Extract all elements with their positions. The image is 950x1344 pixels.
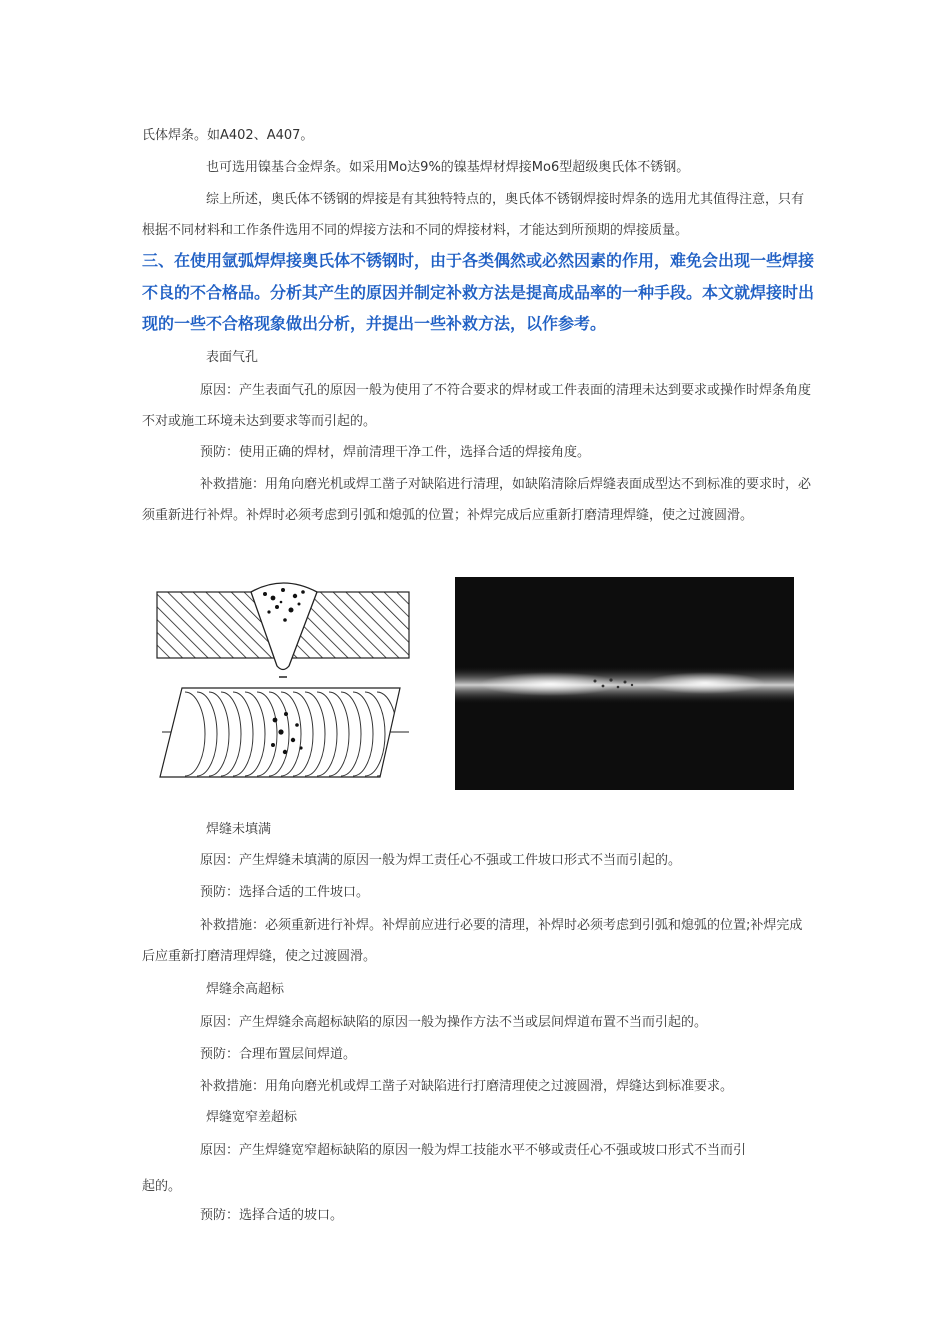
section-title-incomplete-fill: 焊缝未填满 bbox=[206, 822, 272, 837]
cause-text: 原因：产生焊缝宽窄超标缺陷的原因一般为焊工技能水平不够或责任心不强或坡口形式不当而引 bbox=[200, 1143, 747, 1158]
paragraph-summary: 综上所述，奥氏体不锈钢的焊接是有其独特特点的，奥氏体不锈钢焊接时焊条的选用尤其值得注意，只有根据不同材料和工作条件选用不同的焊接方法和不同的焊接材料，才能达到所预期的焊接质量。 bbox=[142, 192, 805, 238]
cause-text-continued: 起的。 bbox=[142, 1179, 182, 1194]
remedy-text: 补救措施：用角向磨光机或焊工凿子对缺陷进行打磨清理使之过渡圆滑，焊缝达到标准要求。 bbox=[200, 1079, 734, 1094]
prevent-text: 预防：选择合适的坡口。 bbox=[200, 1208, 344, 1223]
cause-text: 原因：产生焊缝未填满的原因一般为焊工责任心不强或工件坡口形式不当而引起的。 bbox=[200, 853, 682, 868]
weld-porosity-diagram-icon bbox=[155, 580, 415, 785]
section-title-excess-reinforcement: 焊缝余高超标 bbox=[206, 982, 285, 997]
section-title-width-variation: 焊缝宽窄差超标 bbox=[206, 1110, 298, 1125]
prevent-text: 预防：选择合适的工件坡口。 bbox=[200, 885, 370, 900]
prevent-text: 预防：合理布置层间焊道。 bbox=[200, 1047, 357, 1062]
remedy-text: 补救措施：用角向磨光机或焊工凿子对缺陷进行清理，如缺陷清除后焊缝表面成型达不到标准的要求时，必须重新进行补焊。补焊时必须考虑到引弧和熄弧的位置；补焊完成后应重新打磨清理焊缝，使之过渡圆滑。 bbox=[142, 477, 812, 523]
section-title-surface-porosity: 表面气孔 bbox=[206, 350, 259, 365]
weld-radiograph-image-icon bbox=[455, 577, 794, 790]
section-heading: 三、在使用氩弧焊焊接奥氏体不锈钢时，由于各类偶然或必然因素的作用，难免会出现一些焊接不良的不合格品。分析其产生的原因并制定补救方法是提高成品率的一种手段。本文就焊接时出现的一些不合格现象做出分析，并提出一些补救方法，以作参考。 bbox=[142, 251, 815, 333]
cause-text: 原因：产生表面气孔的原因一般为使用了不符合要求的焊材或工件表面的清理未达到要求或操作时焊条角度不对或施工环境未达到要求等而引起的。 bbox=[142, 383, 812, 429]
remedy-text: 补救措施：必须重新进行补焊。补焊前应进行必要的清理，补焊时必须考虑到引弧和熄弧的位置;补焊完成后应重新打磨清理焊缝，使之过渡圆滑。 bbox=[142, 918, 803, 964]
prevent-text: 预防：使用正确的焊材，焊前清理干净工件，选择合适的焊接角度。 bbox=[200, 445, 591, 460]
paragraph-nickel-alloy: 也可选用镍基合金焊条。如采用Mo达9%的镍基焊材焊接Mo6型超级奥氏体不锈钢。 bbox=[206, 160, 690, 175]
cause-text: 原因：产生焊缝余高超标缺陷的原因一般为操作方法不当或层间焊道布置不当而引起的。 bbox=[200, 1015, 708, 1030]
paragraph-continuation: 氏体焊条。如A402、A407。 bbox=[142, 128, 314, 143]
